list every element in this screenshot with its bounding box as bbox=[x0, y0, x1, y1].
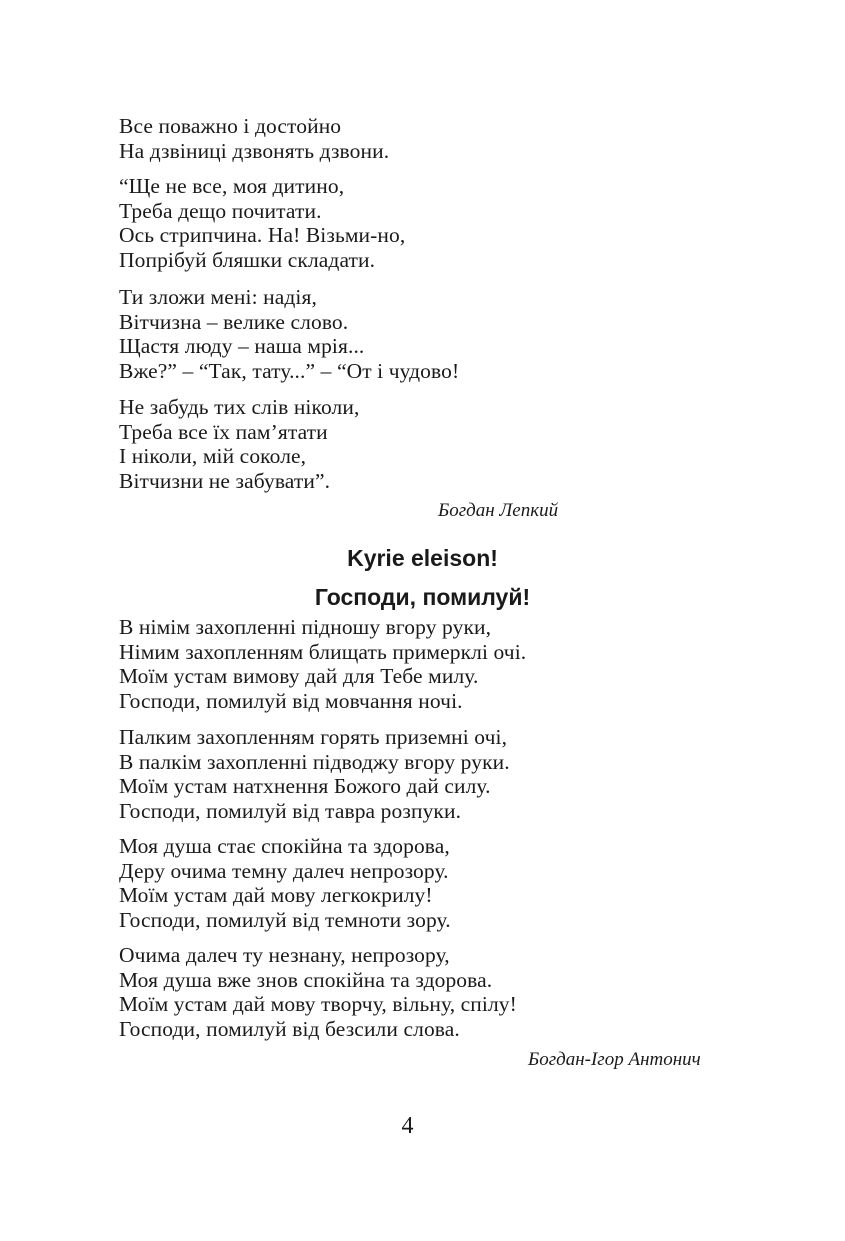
poem1-stanza-4 bbox=[119, 395, 739, 493]
poem-line: Палким захопленням горять приземні очі, bbox=[119, 725, 508, 749]
poem-line: Вітчизна – велике слово. bbox=[119, 309, 349, 334]
poem-line: Попрібуй бляшки складати. bbox=[119, 247, 376, 272]
poem-line: Треба все їх пам’ятати bbox=[119, 419, 328, 444]
poem-line: Моїм устам натхнення Божого дай силу. bbox=[119, 774, 491, 798]
poem-line: Ось стрипчина. На! Візьми-но, bbox=[119, 223, 406, 247]
poem-line: Очима далеч ту незнану, непрозору, bbox=[119, 943, 450, 967]
poem2-subtitle: Господи, помилуй! bbox=[314, 584, 531, 610]
poem-line: Не забудь тих слів ніколи, bbox=[119, 395, 360, 419]
page-number: 4 bbox=[401, 1113, 414, 1139]
poem-line: Моя душа стає спокійна та здорова, bbox=[119, 834, 450, 858]
poem-line: І ніколи, мій соколе, bbox=[119, 444, 307, 468]
poem1-stanza-1 bbox=[119, 114, 739, 163]
poem-line: Моїм устам дай мову легкокрилу! bbox=[119, 883, 433, 907]
poem-line: На дзвіниці дзвонять дзвони. bbox=[119, 138, 390, 163]
poem-line: Моя душа вже знов спокійна та здорова. bbox=[119, 967, 493, 992]
poem2-stanza-2 bbox=[119, 725, 739, 823]
poem2-author: Богдан-Ігор Антонич bbox=[528, 1049, 701, 1070]
poem-line: Все поважно і достойно bbox=[119, 114, 342, 138]
poem-line: Господи, помилуй від темноти зору. bbox=[119, 907, 451, 932]
poem-line: В німім захопленні підношу вгору руки, bbox=[119, 615, 492, 639]
poem-line: “Ще не все, моя дитино, bbox=[119, 174, 345, 198]
poem1-author: Богдан Лепкий bbox=[438, 500, 559, 521]
poem-line: Господи, помилуй від безсили слова. bbox=[119, 1016, 460, 1041]
poem-line: Господи, помилуй від тавра розпуки. bbox=[119, 798, 462, 823]
poem-line: Щастя люду – наша мрія... bbox=[119, 334, 365, 358]
poem-line: Вже?” – “Так, тату...” – “От і чудово! bbox=[119, 358, 460, 383]
poem2-title: Kyrie eleison! bbox=[347, 545, 498, 571]
poem-line: Німим захопленням блищать примерклі очі. bbox=[119, 639, 527, 664]
poem2-stanza-4 bbox=[119, 943, 739, 1041]
poem-line: Моїм устам дай мову творчу, вільну, спілу! bbox=[119, 992, 517, 1016]
poem-line: Вітчизни не забувати”. bbox=[119, 468, 331, 493]
poem-line: Деру очима темну далеч непрозору. bbox=[119, 858, 449, 883]
poem2-stanza-1 bbox=[119, 615, 739, 713]
poem1-stanza-3 bbox=[119, 285, 739, 383]
poem-line: В палкім захопленні підводжу вгору руки. bbox=[119, 749, 510, 774]
poem-line: Ти зложи мені: надія, bbox=[119, 285, 317, 309]
poem-line: Треба дещо почитати. bbox=[119, 198, 322, 223]
poem2-stanza-3 bbox=[119, 834, 739, 932]
poem1-stanza-2 bbox=[119, 174, 739, 272]
poem-line: Господи, помилуй від мовчання ночі. bbox=[119, 688, 463, 713]
poem-line: Моїм устам вимову дай для Тебе милу. bbox=[119, 664, 479, 688]
